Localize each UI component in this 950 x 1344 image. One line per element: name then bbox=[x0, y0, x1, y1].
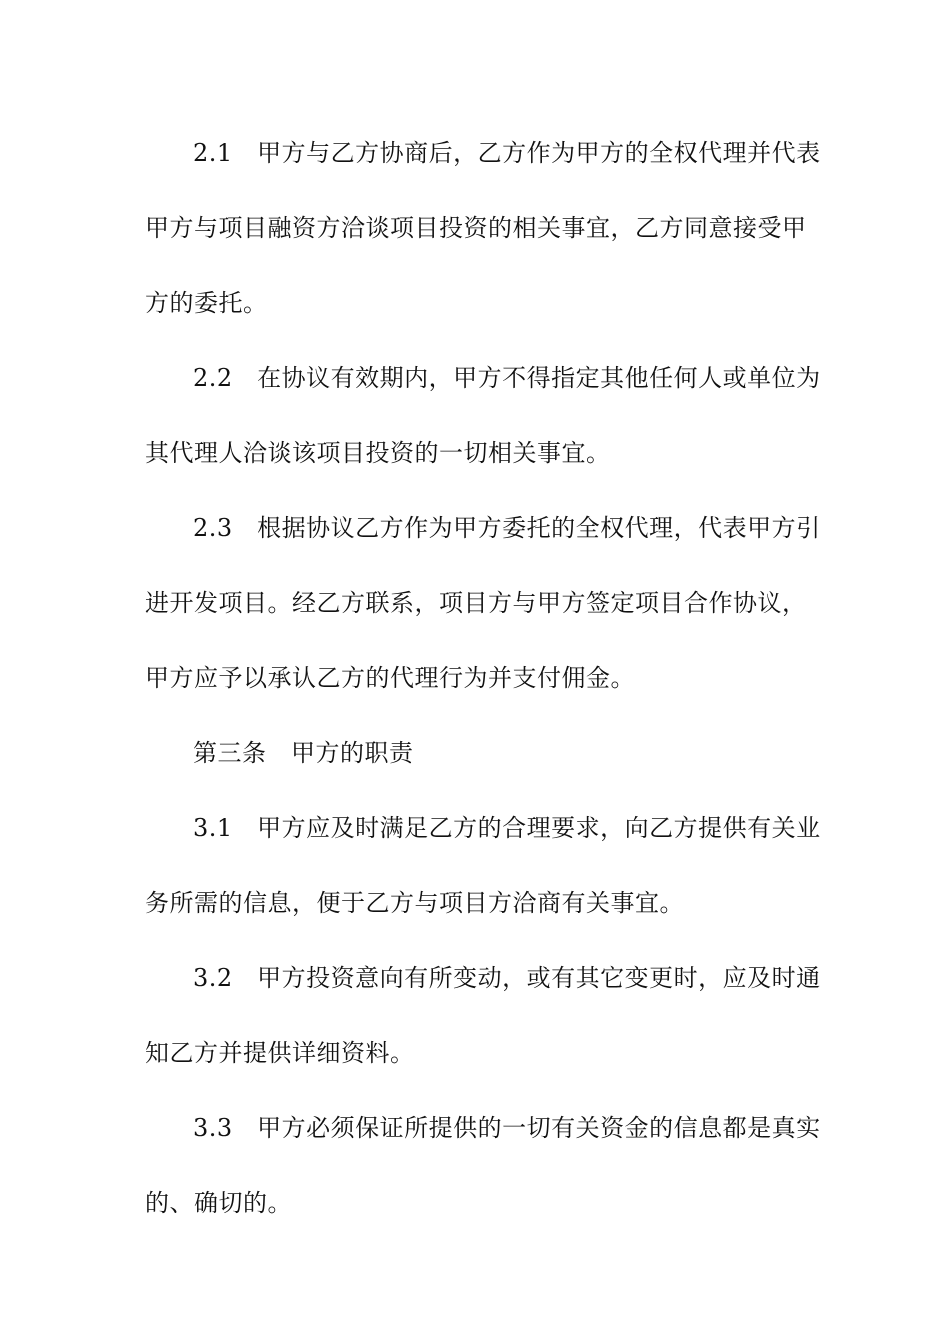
clause-2-1-line-3: 方的委托。 bbox=[145, 289, 268, 317]
clause-2-3-line-2: 进开发项目。经乙方联系，项目方与甲方签定项目合作协议， bbox=[145, 589, 807, 617]
clause-3-2-line-1: 3.2 甲方投资意向有所变动，或有其它变更时，应及时通 bbox=[193, 964, 821, 992]
article-3-heading: 第三条 甲方的职责 bbox=[193, 739, 414, 767]
clause-3-2-line-2: 知乙方并提供详细资料。 bbox=[145, 1039, 415, 1067]
clause-2-1-line-1: 2.1 甲方与乙方协商后，乙方作为甲方的全权代理并代表 bbox=[193, 139, 821, 167]
clause-3-3-line-2: 的、确切的。 bbox=[145, 1189, 292, 1217]
clause-2-3-line-3: 甲方应予以承认乙方的代理行为并支付佣金。 bbox=[145, 664, 635, 692]
clause-2-2-line-2: 其代理人洽谈该项目投资的一切相关事宜。 bbox=[145, 439, 611, 467]
clause-3-1-line-2: 务所需的信息，便于乙方与项目方洽商有关事宜。 bbox=[145, 889, 684, 917]
clause-2-1-line-2: 甲方与项目融资方洽谈项目投资的相关事宜，乙方同意接受甲 bbox=[145, 214, 807, 242]
clause-2-3-line-1: 2.3 根据协议乙方作为甲方委托的全权代理，代表甲方引 bbox=[193, 514, 821, 542]
clause-3-3-line-1: 3.3 甲方必须保证所提供的一切有关资金的信息都是真实 bbox=[193, 1114, 821, 1142]
clause-3-1-line-1: 3.1 甲方应及时满足乙方的合理要求，向乙方提供有关业 bbox=[193, 814, 821, 842]
clause-2-2-line-1: 2.2 在协议有效期内，甲方不得指定其他任何人或单位为 bbox=[193, 364, 821, 392]
